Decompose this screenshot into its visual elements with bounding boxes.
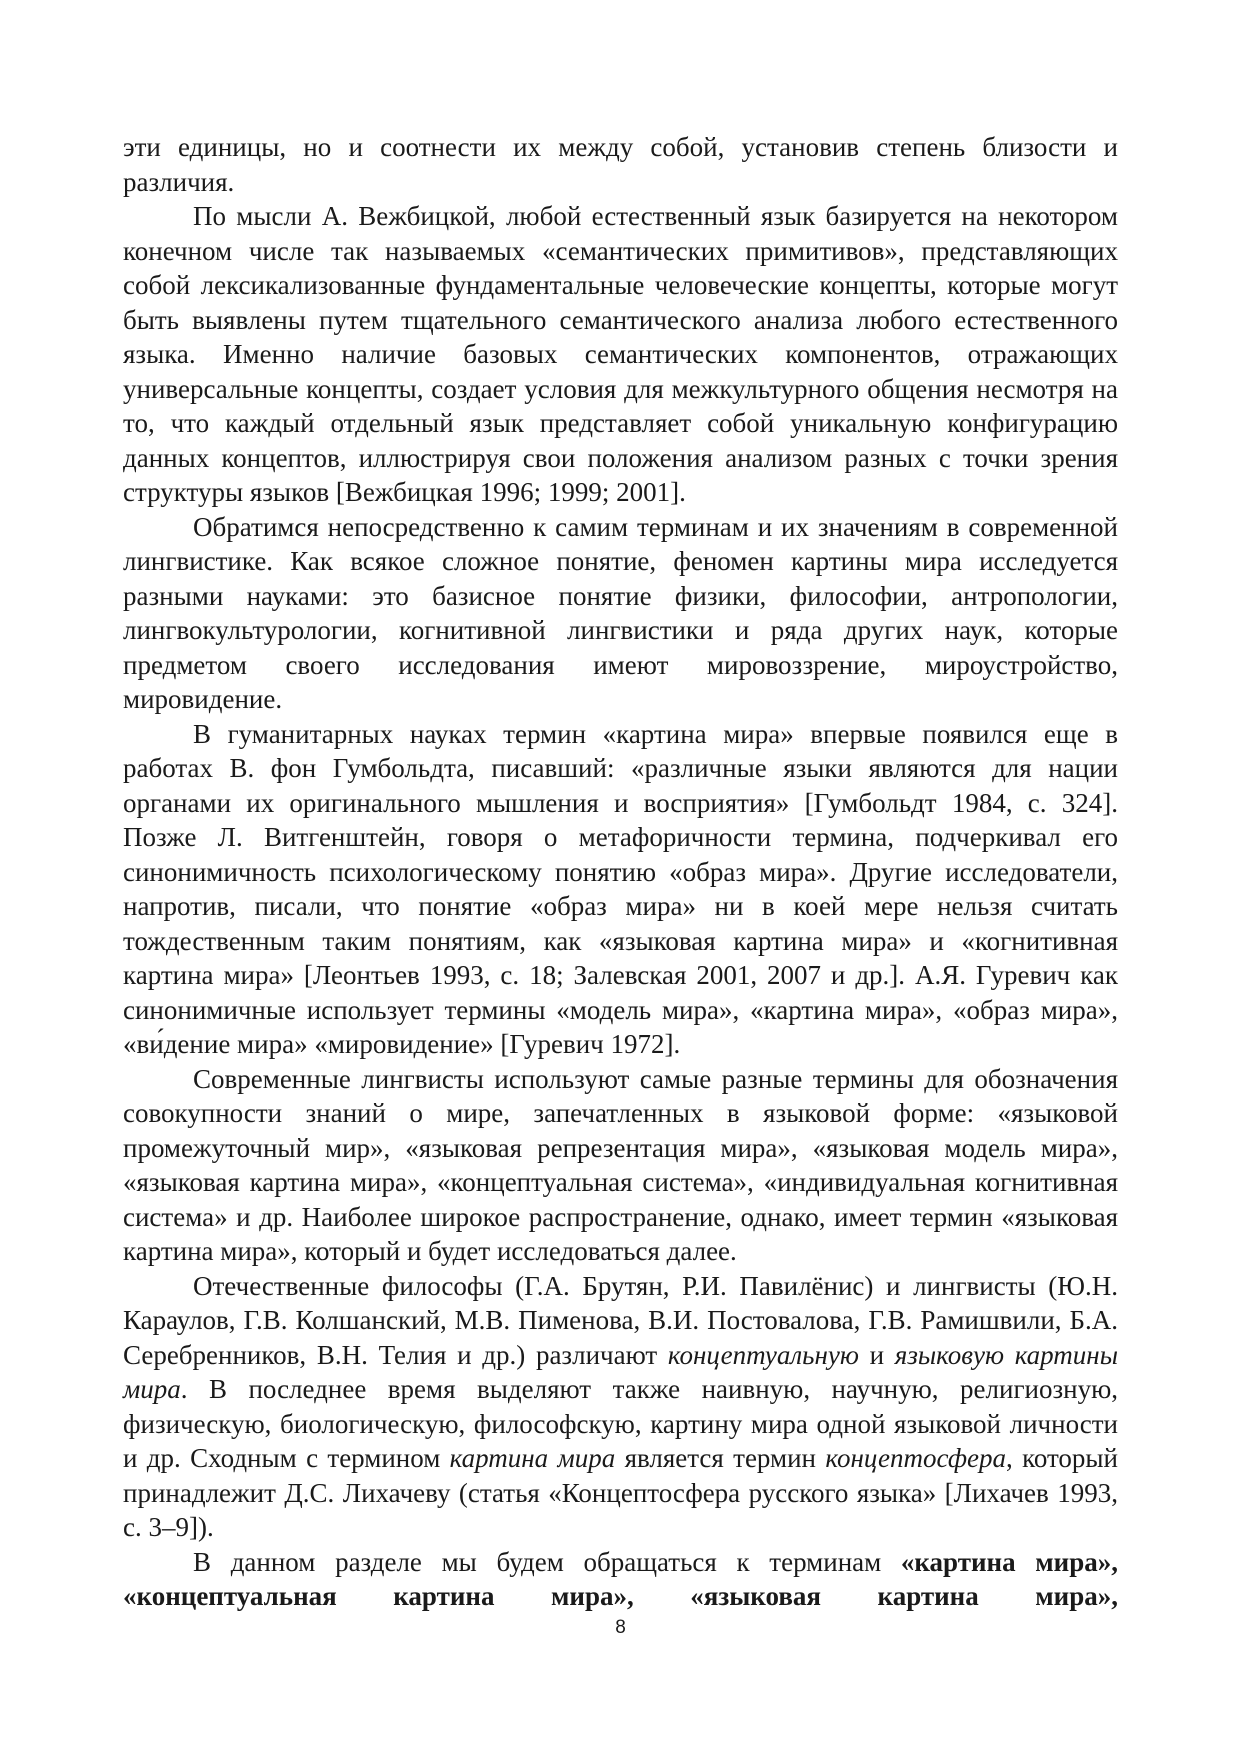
italic-term: концептуальную [667,1339,859,1370]
paragraph-terms-intro [123,510,1118,717]
page-number: 8 [615,1617,626,1638]
paragraph-modern-linguists [123,1062,1118,1269]
paragraph-wierzbicka [123,199,1118,510]
body-text [123,130,1118,1614]
paragraph-continuation [123,130,1118,199]
text-segment: Современные лингвисты используют самые разные термины для обозначения совокупности знаний о мире, запечатленных в языковой форме: «языковой промежуточный мир», «языковая репрезентация мира», «языковая модель мира», «языковая картина мира», «концептуальная система», «индивидуальная когнитивная система» и др. Наиболее широкое распространение, однако, имеет термин «языковая картина мира», который и будет исследоваться далее. [123,1063,1118,1266]
italic-term: картина мира [449,1443,616,1473]
text-segment: В гуманитарных науках термин «картина мира» впервые появился еще в работах В. фон Гумбольдта, писавший: «различные языки являются для нации органами их оригинального мышления и восприятия» [Гумбольдт 1984, с. 324]. Позже Л. Витгенштейн, говоря о метафоричности термина, подчеркивал его синонимичность психологическому понятию «образ мира». Другие исследователи, напротив, писали, что понятие «образ мира» ни в коей мере нельзя считать тождественным таким понятиям, как «языковая картина мира» и «когнитивная картина мира» [Леонтьев 1993, с. 18; Залевская 2001, 2007 и др.]. А.Я. Гуревич как синонимичные использует термины «модель мира», «картина мира», «образ мира», «ви́дение мира» «мировидение» [Гуревич 1972]. [123,718,1118,1059]
text-segment: Отечественные философы (Г.А. Брутян, Р.И. Павилёнис) и лингвисты (Ю.Н. Караулов, Г.В. Колшанский, М.В. Пименова, В.И. Постовалова, Г.В. Рамишвили, Б.А. Серебренников, В.Н. Телия и др.) различают [123,1270,1118,1370]
text-segment: является термин [615,1443,826,1473]
text-segment: Обратимся непосредственно к самим терминам и их значениям в современной лингвистике. Как всякое сложное понятие, феномен картины мира исследуется разными науками: это базисное понятие физики, философии, антропологии, лингвокультурологии, когнитивной лингвистики и ряда других наук, которые предметом своего исследования имеют мировоззрение, мироустройство, мировидение. [123,511,1118,714]
paragraph-humboldt [123,717,1118,1062]
text-segment: и [858,1339,895,1370]
text-segment: эти единицы, но и соотнести их между собой, установив степень близости и различия. [123,132,1118,197]
text-segment: По мысли А. Вежбицкой, любой естественный язык базируется на некотором конечном числе так называемых «семантических примитивов», представляющих собой лексикализованные фундаментальные человеческие концепты, которые могут быть выявлены путем тщательного семантического анализа любого естественного языка. Именно наличие базовых семантических компонентов, отражающих универсальные концепты, создает условия для межкультурного общения несмотря на то, что каждый отдельный язык представляет собой уникальную конфигурацию данных концептов, иллюстрируя свои положения анализом разных с точки зрения структуры языков [Вежбицкая 1996; 1999; 2001]. [123,201,1118,507]
text-segment: . В последнее время выделяют также наивную, научную, религиозную, физическую, биологическую, философскую, картину мира одной языковой личности и др. Сходным с термином [123,1374,1118,1473]
italic-term: языковую картины мира [123,1339,1118,1404]
paragraph-section-terms [123,1545,1118,1614]
text-segment: , который принадлежит Д.С. Лихачеву (статья «Концептосфера русского языка» [Лихачев 1993, с. 3–9]). [123,1443,1118,1542]
italic-term: концептосфера [825,1443,1006,1473]
text-segment: В данном разделе мы будем обращаться к терминам [193,1546,901,1577]
paragraph-domestic-philosophers [123,1269,1118,1545]
bold-terms: «картина мира», «концептуальная картина мира», «языковая картина мира», [123,1546,1118,1611]
